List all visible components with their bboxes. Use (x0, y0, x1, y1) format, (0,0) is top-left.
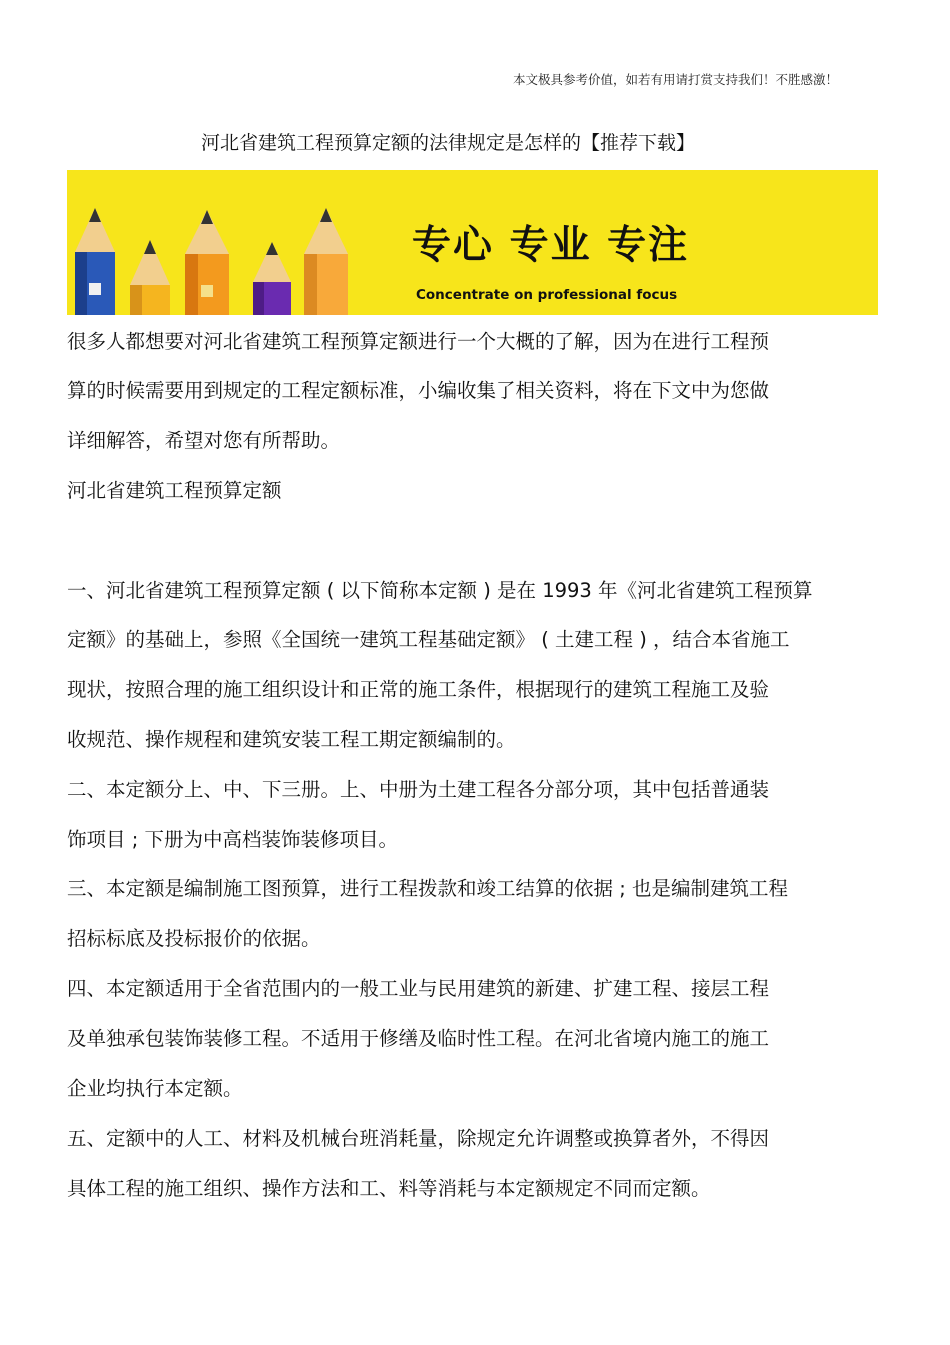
section-heading: 河北省建筑工程预算定额 (67, 479, 282, 502)
body-line: 二、本定额分上、中、下三册。上、中册为土建工程各分部分项，其中包括普通装 (67, 778, 770, 801)
banner-image (67, 170, 878, 315)
banner-subtitle: Concentrate on professional focus (416, 287, 678, 303)
body-line: 招标标底及投标报价的依据。 (67, 927, 321, 950)
pencil-blue-icon (75, 208, 115, 315)
document-title: 河北省建筑工程预算定额的法律规定是怎样的【推荐下载】 (200, 132, 695, 154)
body-line: 很多人都想要对河北省建筑工程预算定额进行一个大概的了解，因为在进行工程预 (67, 330, 770, 353)
body-line: 企业均执行本定额。 (67, 1077, 243, 1100)
body-line: 详细解答，希望对您有所帮助。 (67, 429, 341, 452)
pencil-yellow-icon (130, 240, 170, 315)
pencil-orange-icon (185, 210, 229, 315)
body-line: 五、定额中的人工、材料及机械台班消耗量，除规定允许调整或换算者外，不得因 (67, 1127, 770, 1150)
header-note: 本文极具参考价值，如若有用请打赏支持我们！不胜感激！ (512, 72, 838, 87)
body-line: 饰项目 ; 下册为中高档装饰装修项目。 (67, 828, 398, 851)
body-line: 一、河北省建筑工程预算定额 ( 以下简称本定额 ) 是在 1993 年《河北省建筑工程预算 (67, 579, 813, 602)
body-line: 三、本定额是编制施工图预算，进行工程拨款和竣工结算的依据 ; 也是编制建筑工程 (67, 877, 788, 900)
body-line: 具体工程的施工组织、操作方法和工、料等消耗与本定额规定不同而定额。 (67, 1177, 711, 1200)
body-line: 四、本定额适用于全省范围内的一般工业与民用建筑的新建、扩建工程、接层工程 (67, 977, 770, 1000)
body-line: 及单独承包装饰装修工程。不适用于修缮及临时性工程。在河北省境内施工的施工 (67, 1027, 770, 1050)
banner-slogan: 专心 专业 专注 (412, 223, 690, 268)
pencil-purple-icon (253, 242, 291, 315)
body-line: 算的时候需要用到规定的工程定额标准，小编收集了相关资料，将在下文中为您做 (67, 379, 770, 402)
body-line: 定额》的基础上，参照《全国统一建筑工程基础定额》 ( 土建工程 ) ，结合本省施工 (67, 628, 790, 651)
body-line: 现状，按照合理的施工组织设计和正常的施工条件，根据现行的建筑工程施工及验 (67, 678, 770, 701)
pencil-lightorange-icon (304, 208, 348, 315)
body-line: 收规范、操作规程和建筑安装工程工期定额编制的。 (67, 728, 516, 751)
